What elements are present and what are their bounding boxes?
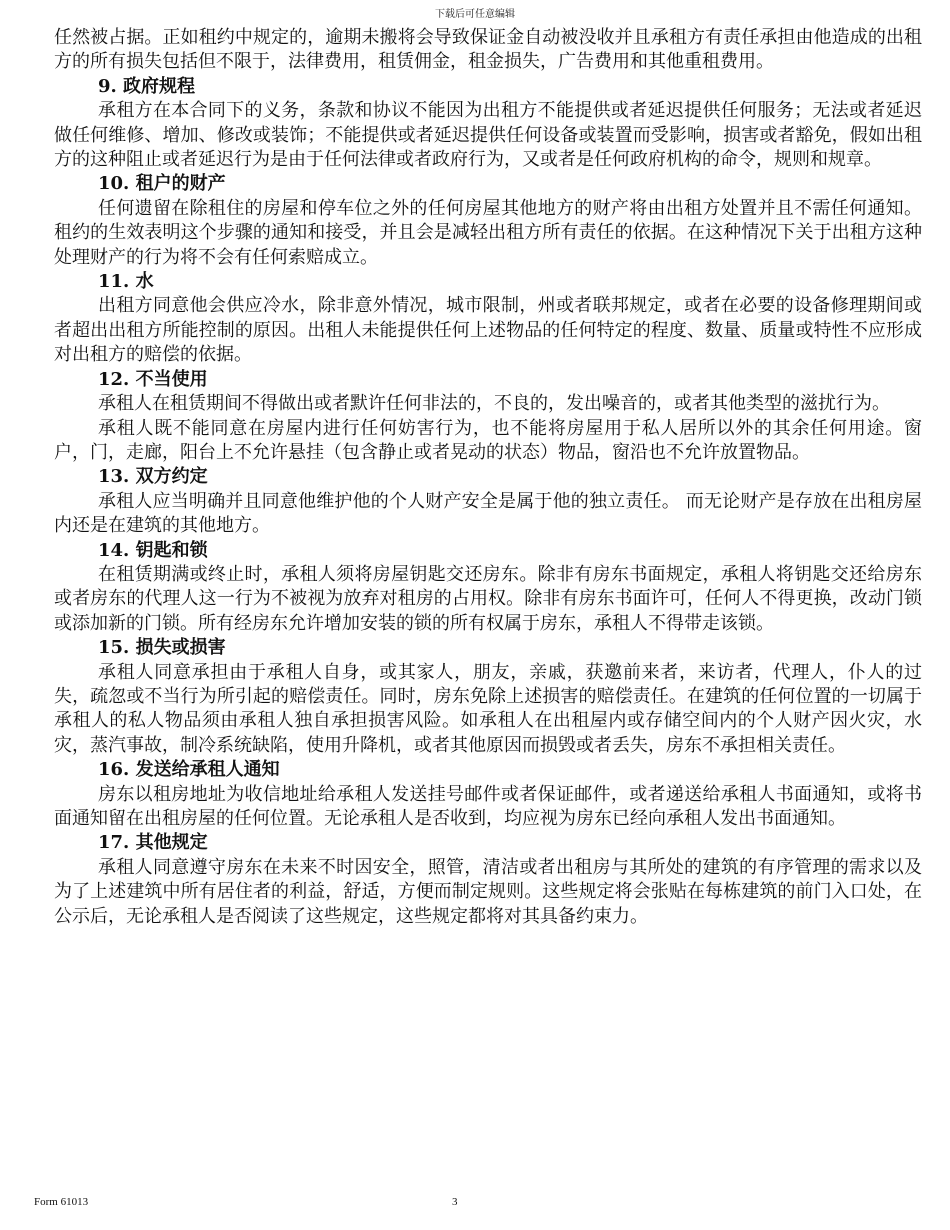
section-heading: 9. 政府规程	[98, 75, 196, 97]
section-heading: 10. 租户的财产	[98, 173, 226, 195]
paragraph: 房东以租房地址为收信地址给承租人发送挂号邮件或者保证邮件，或者递送给承租人书面通知，或将书面通知留在出租房屋的任何位置。无论承租人是否收到，均应视为房东已经向承租人发出书面通知。	[54, 783, 922, 829]
document-body	[54, 26, 922, 929]
section-heading: 12. 不当使用	[98, 368, 208, 390]
section-heading: 17. 其他规定	[98, 832, 208, 854]
section-heading: 14. 钥匙和锁	[98, 539, 208, 561]
paragraph: 承租人在租赁期间不得做出或者默许任何非法的，不良的，发出噪音的，或者其他类型的滋扰行为。	[98, 393, 890, 415]
section-heading: 15. 损失或损害	[98, 637, 226, 659]
paragraph: 任何遗留在除租住的房屋和停车位之外的任何房屋其他地方的财产将由出租方处置并且不需任何通知。租约的生效表明这个步骤的通知和接受，并且会是减轻出租方所有责任的依据。在这种情况下关于出租方这种处理财产的行为将不会有任何索赔成立。	[54, 197, 922, 268]
page-number: 3	[452, 1196, 458, 1208]
paragraph: 承租人同意承担由于承租人自身，或其家人，朋友，亲戚，获邀前来者，来访者，代理人，仆人的过失，疏忽或不当行为所引起的赔偿责任。同时，房东免除上述损害的赔偿责任。在建筑的任何位置的一切属于承租人的私人物品须由承租人独自承担损害风险。如承租人在出租屋内或存储空间内的个人财产因火灾，水灾，蒸汽事故，制冷系统缺陷，使用升降机，或者其他原因而损毁或者丢失，房东不承担相关责任。	[54, 661, 922, 756]
paragraph: 任然被占据。正如租约中规定的，逾期未搬将会导致保证金自动被没收并且承租方有责任承担由他造成的出租方的所有损失包括但不限于，法律费用，租赁佣金，租金损失，广告费用和其他重租费用。	[54, 27, 922, 73]
section-heading: 13. 双方约定	[98, 466, 208, 488]
form-number: Form 61013	[34, 1196, 89, 1208]
paragraph: 在租赁期满或终止时，承租人须将房屋钥匙交还房东。除非有房东书面规定，承租人将钥匙交还给房东或者房东的代理人这一行为不被视为放弃对租房的占用权。除非有房东书面许可，任何人不得更换，改动门锁或添加新的门锁。所有经房东允许增加安装的锁的所有权属于房东，承租人不得带走该锁。	[54, 563, 922, 634]
paragraph: 出租方同意他会供应冷水，除非意外情况，城市限制，州或者联邦规定，或者在必要的设备修理期间或者超出出租方所能控制的原因。出租人未能提供任何上述物品的任何特定的程度、数量、质量或特性不应形成对出租方的赔偿的依据。	[54, 295, 922, 366]
section-heading: 16. 发送给承租人通知	[98, 759, 280, 781]
paragraph: 承租人既不能同意在房屋内进行任何妨害行为，也不能将房屋用于私人居所以外的其余任何用途。窗户，门，走廊，阳台上不允许悬挂（包含静止或者晃动的状态）物品，窗沿也不允许放置物品。	[54, 417, 922, 463]
paragraph: 承租方在本合同下的义务，条款和协议不能因为出租方不能提供或者延迟提供任何服务；无法或者延迟做任何维修、增加、修改或装饰；不能提供或者延迟提供任何设备或装置而受影响，损害或者豁免，假如出租方的这种阻止或者延迟行为是由于任何法律或者政府行为，又或者是任何政府机构的命令，规则和规章。	[54, 100, 922, 171]
paragraph: 承租人同意遵守房东在未来不时因安全，照管，清洁或者出租房与其所处的建筑的有序管理的需求以及为了上述建筑中所有居住者的利益，舒适，方便而制定规则。这些规定将会张贴在每栋建筑的前门入口处，在公示后，无论承租人是否阅读了这些规定，这些规定都将对其具备约束力。	[54, 856, 922, 927]
paragraph: 承租人应当明确并且同意他维护他的个人财产安全是属于他的独立责任。 而无论财产是存放在出租房屋内还是在建筑的其他地方。	[54, 490, 922, 537]
section-heading: 11. 水	[98, 271, 154, 293]
page-header: 下载后可任意编辑	[435, 9, 515, 20]
